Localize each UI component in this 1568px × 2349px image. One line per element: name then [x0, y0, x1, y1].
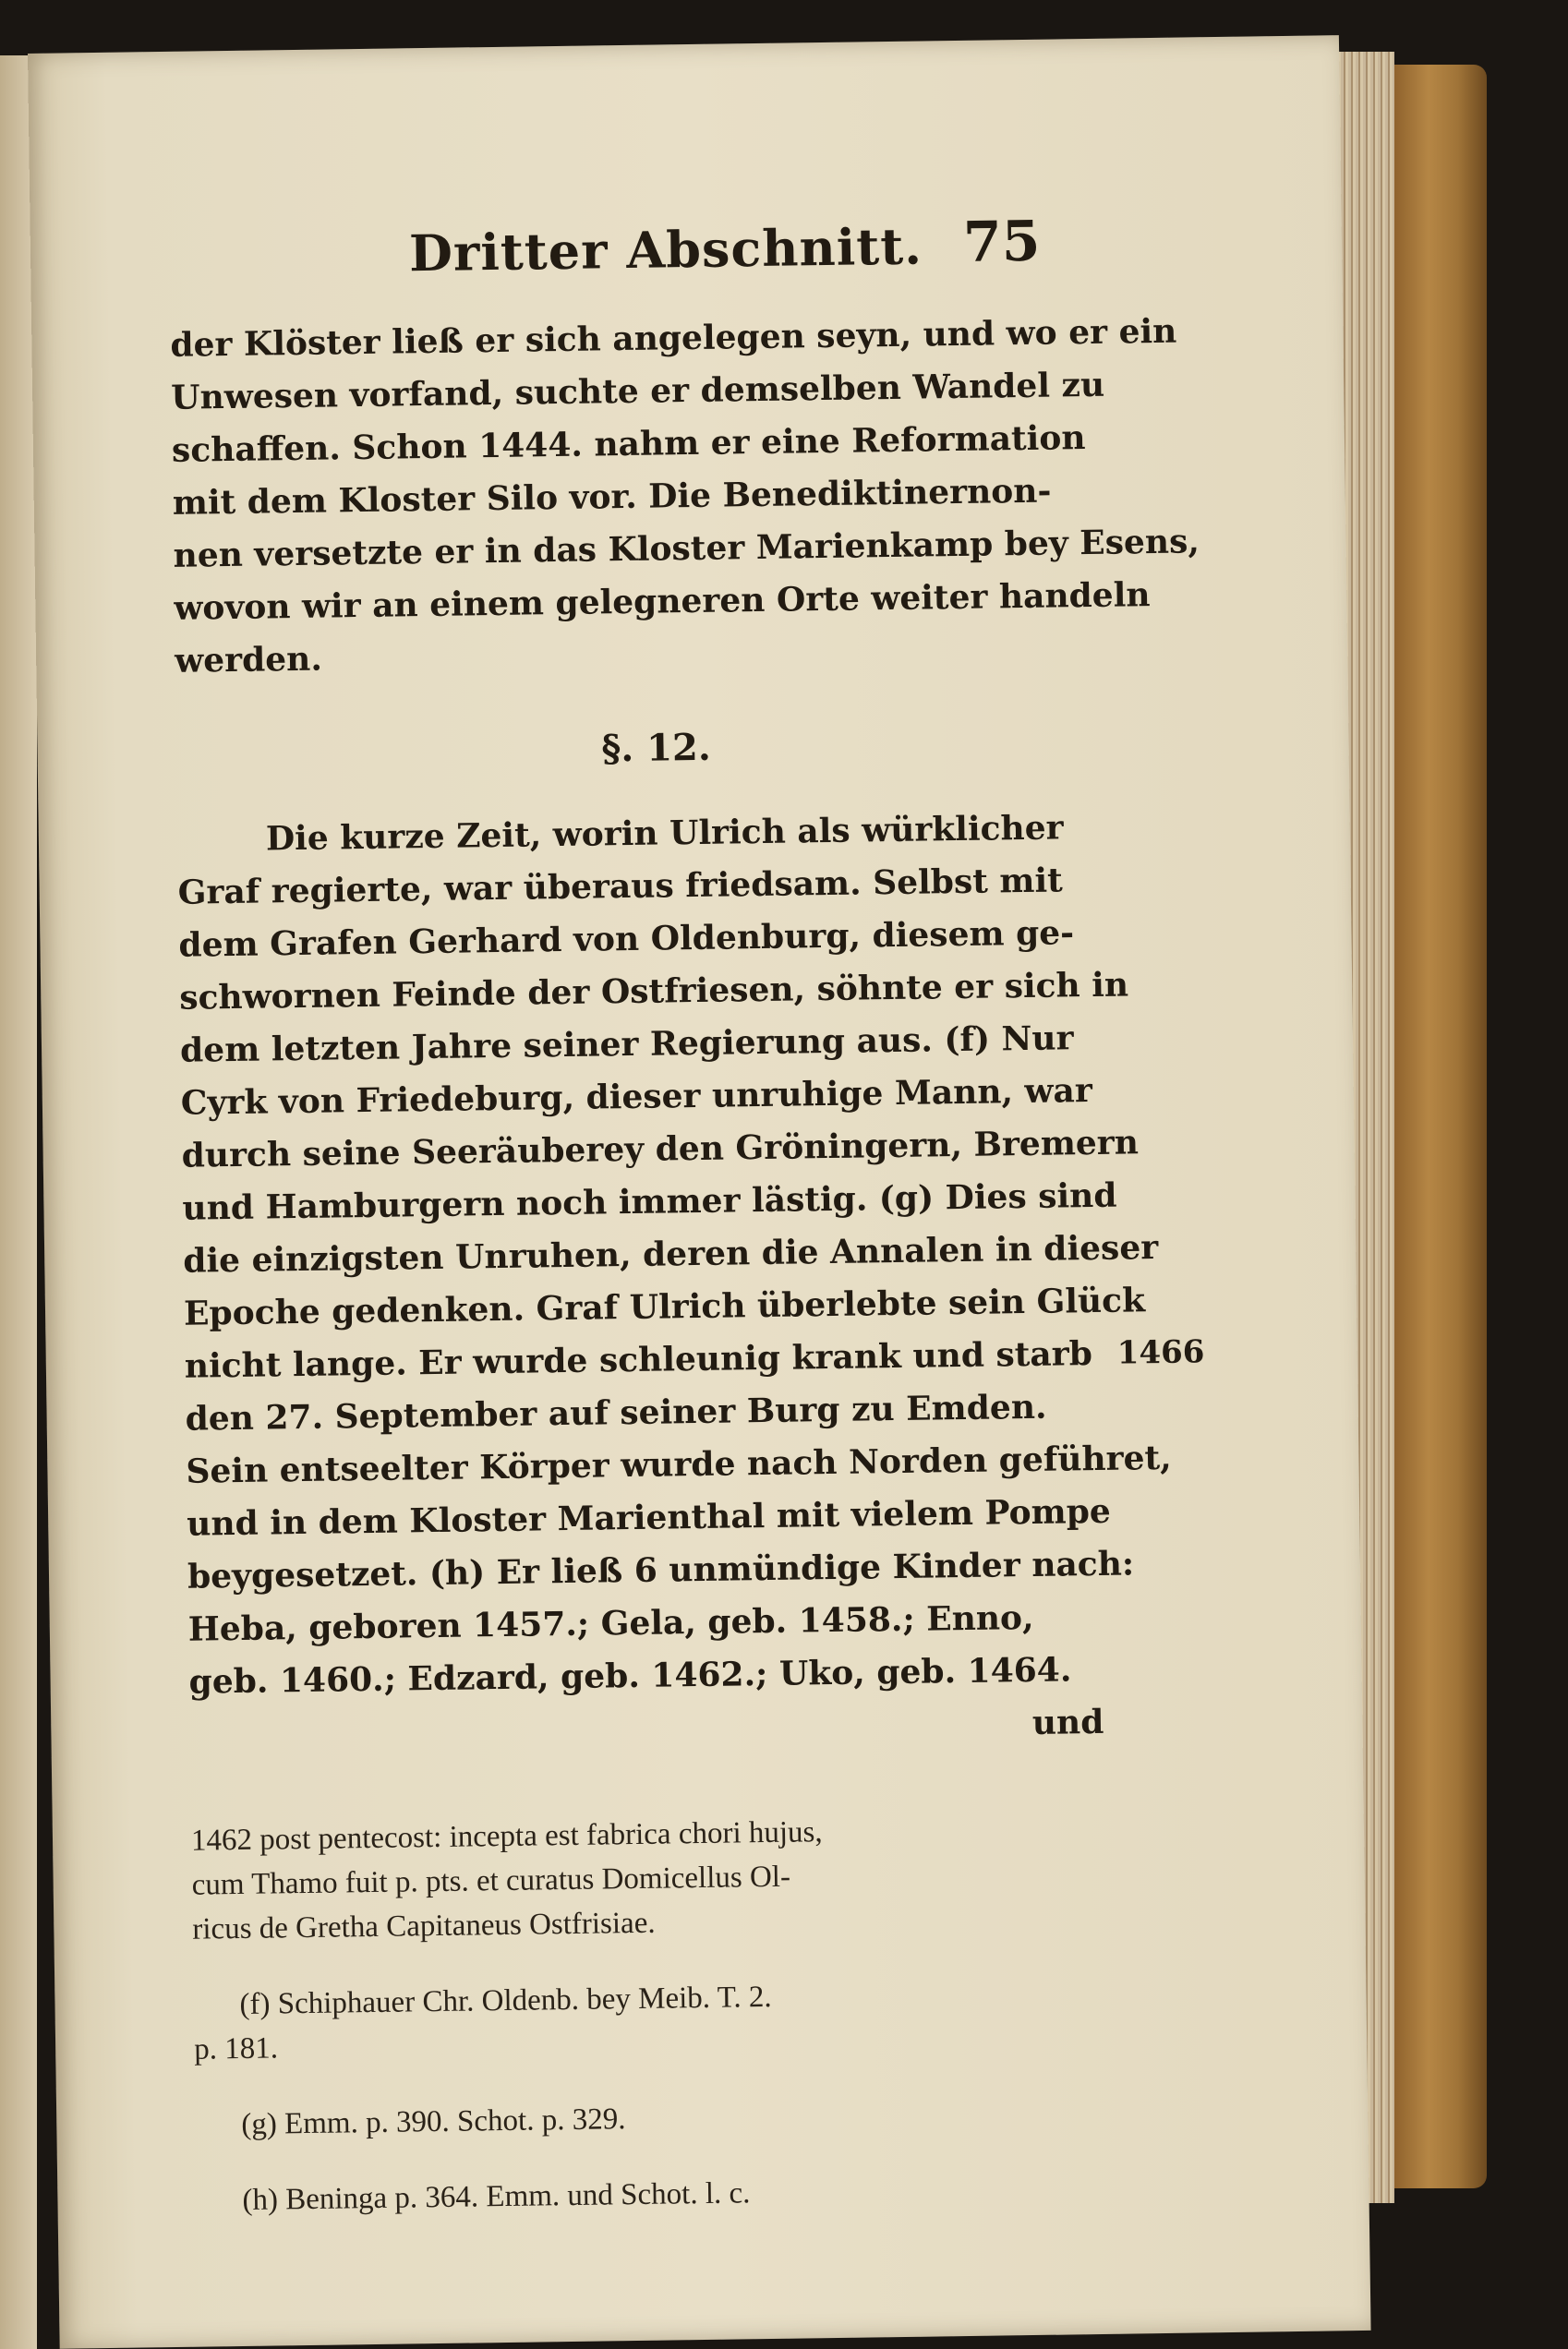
- book-page: [28, 35, 1371, 2349]
- running-header: [168, 177, 1092, 292]
- text-line: nicht lange. Er wurde schleunig krank und starb: [184, 1334, 1093, 1386]
- text-line: Cyrk von Friedeburg, dieser unruhige Mann, war: [180, 1071, 1093, 1123]
- text-line: der Klöster ließ er sich angelegen seyn, und wo er ein: [170, 311, 1177, 365]
- text-line: die einzigsten Unruhen, deren die Annalen in dieser: [182, 1228, 1159, 1281]
- footnote-line: (f) Schiphauer Chr. Oldenb. bey Meib. T. 2.: [239, 1980, 772, 2021]
- footnote-line: ricus de Gretha Capitaneus Ostfrisiae.: [192, 1906, 656, 1946]
- text-line: Graf regierte, war überaus friedsam. Selbst mit: [177, 861, 1064, 912]
- text-line: schaffen. Schon 1444. nahm er eine Reformation: [171, 418, 1086, 470]
- footnote-f: [193, 1970, 1117, 2072]
- catchword: und: [1031, 1702, 1104, 1742]
- text-line: dem Grafen Gerhard von Oldenburg, diesem ge-: [178, 913, 1075, 965]
- text-line: Sein entseelter Körper wurde nach Norden geführet,: [186, 1438, 1172, 1491]
- footnote-line: p. 181.: [193, 2031, 279, 2066]
- text-line: geb. 1460.; Edzard, geb. 1462.; Uko, geb. 1464.: [188, 1650, 1072, 1702]
- text-line: nen versetzte er in das Kloster Marienkamp bey Esens,: [173, 522, 1200, 575]
- text-line: Epoche gedenken. Graf Ulrich überlebte sein Glück: [183, 1281, 1146, 1333]
- text-line: schwornen Feinde der Ostfriesen, söhnte er sich in: [179, 965, 1129, 1018]
- text-line: werden.: [174, 639, 323, 681]
- text-line: durch seine Seeräuberey den Gröningern, Bremern: [181, 1123, 1140, 1175]
- book-cover: [1390, 65, 1487, 2188]
- page-number: 75: [962, 209, 1041, 275]
- text-line: Unwesen vorfand, suchte er demselben Wandel zu: [170, 365, 1105, 417]
- text-line: wovon wir an einem gelegneren Orte weiter handeln: [174, 575, 1151, 628]
- text-line: beygesetzet. (h) Er ließ 6 unmündige Kinder nach:: [187, 1544, 1135, 1596]
- paragraph-1: [170, 307, 1200, 688]
- page-title: Dritter Abschnitt.: [408, 216, 923, 283]
- footnotes: [191, 1806, 1120, 2223]
- text-line: Heba, geboren 1457.; Gela, geb. 1458.; Enno,: [187, 1597, 1034, 1649]
- paragraph-2: [177, 801, 1205, 1762]
- text-line: Die kurze Zeit, worin Ulrich als würklicher: [265, 808, 1064, 859]
- footnote-line: 1462 post pentecost: incepta est fabrica chori hujus,: [190, 1815, 823, 1858]
- text-line: mit dem Kloster Silo vor. Die Benediktinernon-: [172, 471, 1052, 523]
- main-text: [170, 307, 1205, 1762]
- footnote-g: (g) Emm. p. 390. Schot. p. 329.: [241, 2102, 626, 2141]
- page-content: [168, 177, 1205, 2255]
- footnote-continued: [191, 1806, 1116, 1952]
- text-line: und Hamburgern noch immer lästig. (g) Dies sind: [182, 1175, 1117, 1228]
- text-line: dem letzten Jahre seiner Regierung aus. (f) Nur: [179, 1018, 1074, 1070]
- text-line: den 27. September auf seiner Burg zu Emden.: [185, 1387, 1047, 1439]
- footnote-line: cum Thamo fuit p. pts. et curatus Domicellus Ol-: [191, 1860, 791, 1902]
- margin-note-year: 1466: [1116, 1333, 1205, 1372]
- previous-page-edge: [0, 55, 37, 2349]
- footnote-h: (h) Beninga p. 364. Emm. und Schot. l. c.: [242, 2176, 751, 2217]
- text-line: und in dem Kloster Marienthal mit vielem Pompe: [186, 1491, 1112, 1544]
- section-heading: §. 12.: [601, 725, 712, 771]
